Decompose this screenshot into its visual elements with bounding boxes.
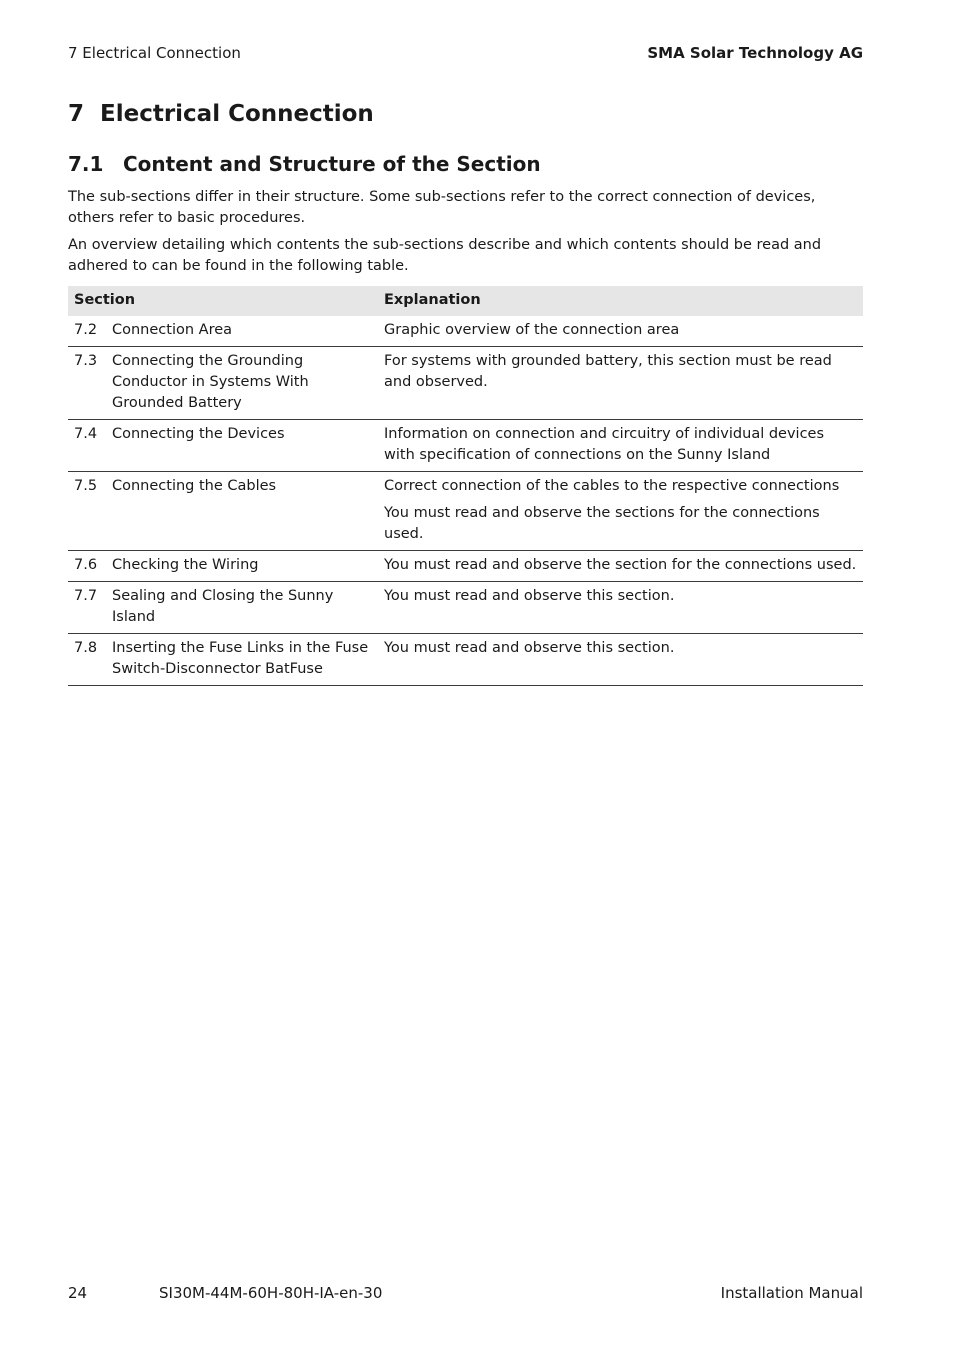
- row-number: 7.7: [68, 582, 106, 634]
- section-heading: [68, 152, 541, 176]
- row-section: Inserting the Fuse Links in the Fuse Switch-Disconnector BatFuse: [106, 634, 378, 686]
- row-number: 7.3: [68, 347, 106, 420]
- page-number: 24: [68, 1284, 88, 1302]
- row-explanation: [378, 582, 863, 634]
- table-row: [68, 316, 863, 347]
- row-explanation: [378, 347, 863, 420]
- explanation-line: You must read and observe this section.: [384, 588, 675, 604]
- chapter-title: Electrical Connection: [100, 101, 374, 127]
- table-row: [68, 582, 863, 634]
- row-section: Sealing and Closing the Sunny Island: [106, 582, 378, 634]
- row-number: 7.5: [68, 472, 106, 551]
- explanation-line: You must read and observe the section for the connections used.: [384, 557, 857, 573]
- row-section: Connecting the Grounding Conductor in Systems With Grounded Battery: [106, 347, 378, 420]
- table-row: [68, 420, 863, 472]
- running-header-company: SMA Solar Technology AG: [647, 44, 863, 62]
- table-row: [68, 634, 863, 686]
- table-row: [68, 551, 863, 582]
- section-number: 7.1: [68, 152, 104, 176]
- table-header-row: [68, 286, 863, 316]
- row-explanation: [378, 316, 863, 347]
- explanation-line: For systems with grounded battery, this section must be read and observed.: [384, 353, 832, 390]
- row-explanation: [378, 551, 863, 582]
- row-number: 7.8: [68, 634, 106, 686]
- row-explanation: [378, 420, 863, 472]
- table-row: [68, 472, 863, 551]
- explanation-line: You must read and observe the sections for the connections used.: [384, 505, 820, 542]
- row-explanation: [378, 634, 863, 686]
- explanation-line: Correct connection of the cables to the respective connections: [384, 478, 840, 494]
- row-number: 7.4: [68, 420, 106, 472]
- row-section: Connecting the Devices: [106, 420, 378, 472]
- row-section: Connection Area: [106, 316, 378, 347]
- overview-table: [68, 286, 863, 686]
- explanation-line: Information on connection and circuitry of individual devices with specification of connections on the Sunny Island: [384, 426, 825, 463]
- document-code: SI30M-44M-60H-80H-IA-en-30: [159, 1284, 383, 1302]
- explanation-line: Graphic overview of the connection area: [384, 322, 680, 338]
- table-row: [68, 347, 863, 420]
- intro-paragraph-2: An overview detailing which contents the sub-sections describe and which contents should be read and adhered to can be found in the following table.: [68, 237, 822, 274]
- row-section: Checking the Wiring: [106, 551, 378, 582]
- intro-paragraph-1: The sub-sections differ in their structure. Some sub-sections refer to the correct connection of devices, others refer to basic procedures.: [68, 189, 816, 226]
- header-section: Section: [68, 286, 378, 316]
- chapter-heading: [68, 101, 374, 127]
- row-number: 7.6: [68, 551, 106, 582]
- header-explanation: Explanation: [378, 286, 863, 316]
- document-type: Installation Manual: [720, 1284, 863, 1302]
- row-explanation: [378, 472, 863, 551]
- chapter-number: 7: [68, 101, 85, 127]
- row-section: Connecting the Cables: [106, 472, 378, 551]
- row-number: 7.2: [68, 316, 106, 347]
- section-title: Content and Structure of the Section: [123, 152, 541, 176]
- running-header-chapter: 7 Electrical Connection: [68, 44, 241, 62]
- explanation-line: You must read and observe this section.: [384, 640, 675, 656]
